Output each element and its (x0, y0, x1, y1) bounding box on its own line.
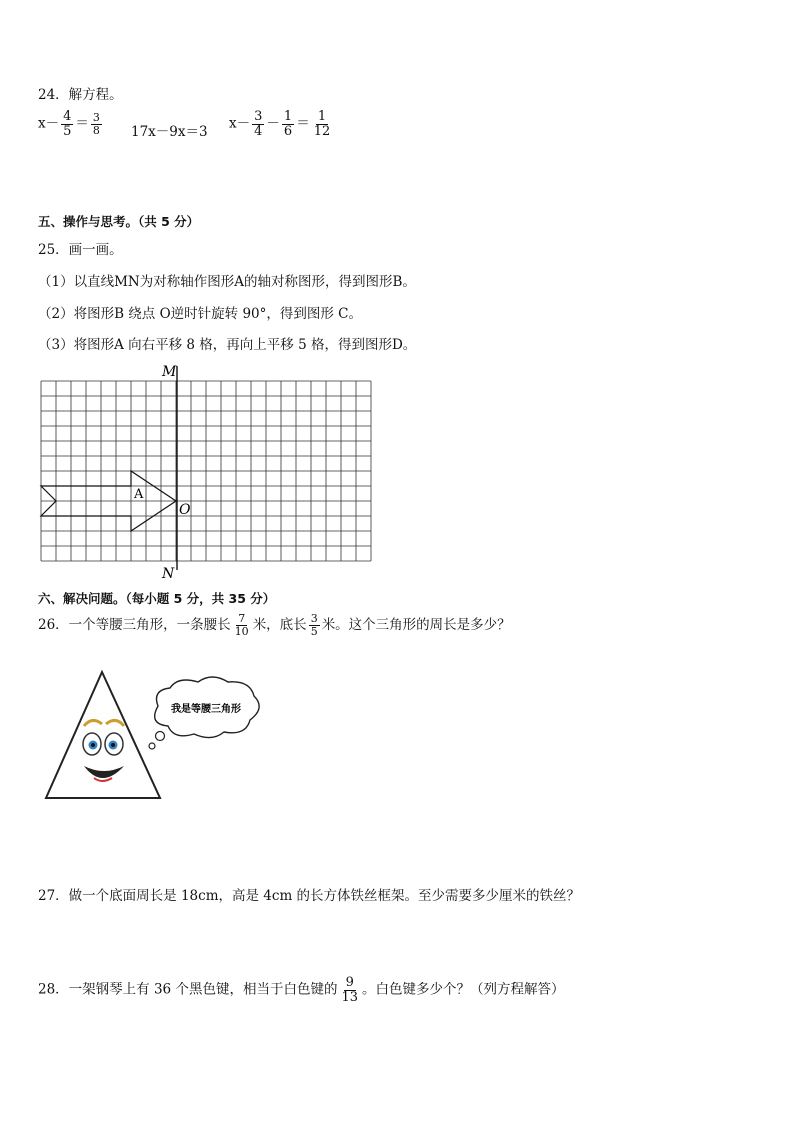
q24-equation-1: x－ $\frac{4}{5}$ ＝ $\frac{3}{8}$ (38, 109, 100, 139)
q28-text: 28．一架钢琴上有 36 个黑色键，相当于白色键的 $\frac{9}{13}$ 。白色键多少个？（列方程解答） (38, 975, 565, 1005)
symmetry-grid-figure (30, 360, 390, 585)
cartoon-triangle-illustration (40, 668, 270, 808)
label-n: N (162, 566, 175, 582)
q26-text: 26．一个等腰三角形，一条腰长 $\frac{7}{10}$ 米，底长 $\frac{3}{5}$ 米。这个三角形的周长是多少？ (38, 612, 511, 638)
grid-lines (41, 381, 371, 561)
q27-text: 27．做一个底面周长是 18cm，高是 4cm 的长方体铁丝框架。至少需要多少厘米的铁丝？ (38, 888, 581, 904)
q24-title: 24．解方程。 (38, 87, 123, 103)
q25-title: 25．画一画。 (38, 242, 123, 258)
label-a: A (134, 487, 144, 502)
q25-item-2: （2）将图形B 绕点 O逆时针旋转 90°，得到图形 C。 (38, 306, 362, 322)
triangle-body (46, 672, 160, 798)
q24-equation-3: x－ $\frac{3}{4}$ － $\frac{1}{6}$ ＝ $\frac{1}{12}$ (229, 109, 331, 139)
q25-item-1: （1）以直线MN为对称轴作图形A的轴对称图形，得到图形B。 (38, 274, 416, 290)
bubble-text: 我是等腰三角形 (171, 704, 241, 715)
q24-equation-2: 17x－9x＝3 (131, 124, 208, 140)
label-m: M (162, 364, 177, 380)
label-o: O (179, 502, 191, 518)
section5-heading: 五、操作与思考。（共 5 分） (38, 214, 200, 229)
section6-heading: 六、解决问题。（每小题 5 分，共 35 分） (38, 591, 276, 606)
q25-item-3: （3）将图形A 向右平移 8 格，再向上平移 5 格，得到图形D。 (38, 337, 417, 353)
